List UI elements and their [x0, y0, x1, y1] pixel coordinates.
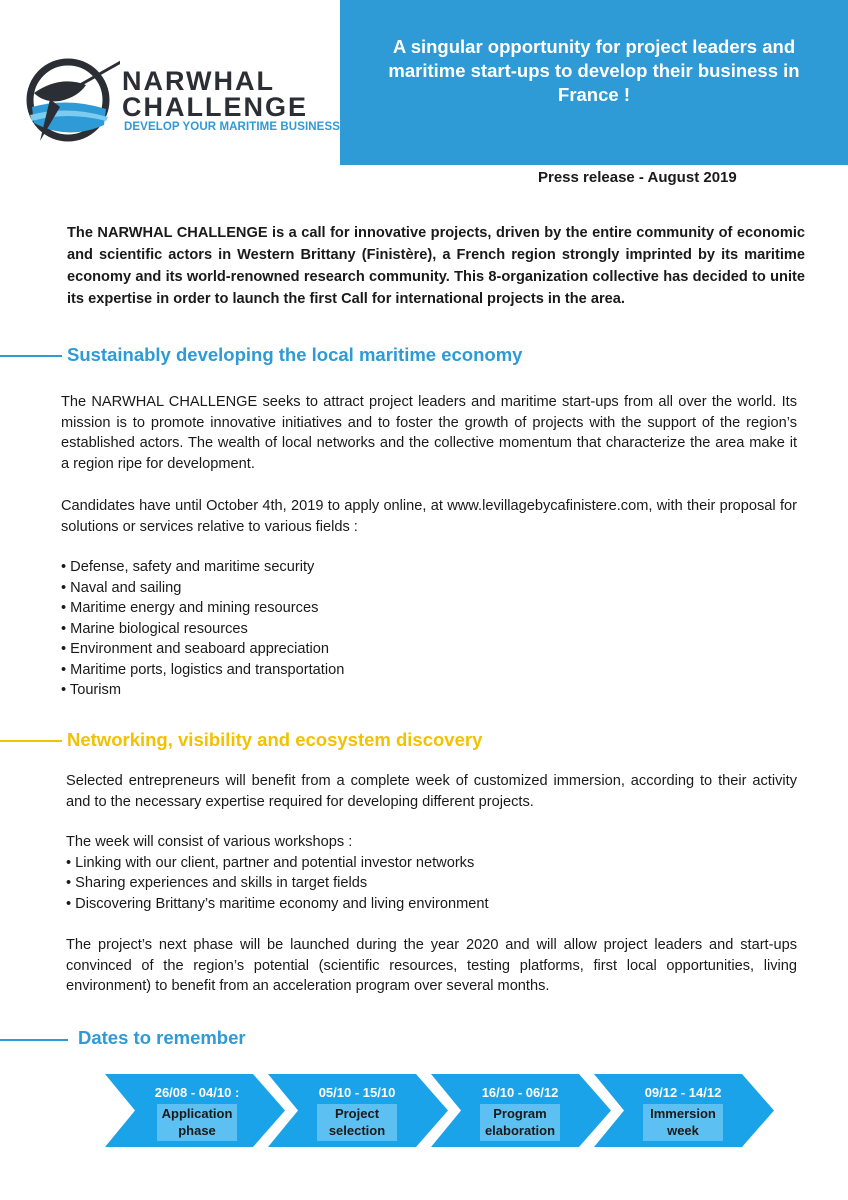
step-3-label-line1: Program [493, 1106, 547, 1121]
step-4-dates: 09/12 - 14/12 [644, 1085, 722, 1100]
list-item: • Marine biological resources [61, 620, 248, 637]
step-4-label-line2: week [667, 1123, 699, 1138]
section-title-networking: Networking, visibility and ecosystem discovery [67, 729, 483, 750]
banner-text: A singular opportunity for project leaders and maritime start-ups to develop their business in France ! [388, 35, 800, 105]
header-banner [340, 0, 848, 165]
fields-list [61, 557, 797, 701]
section-divider [0, 355, 62, 357]
step-2-label [317, 1104, 397, 1141]
list-item: • Maritime energy and mining resources [61, 600, 319, 616]
list-item: • Defense, safety and maritime security [61, 559, 315, 575]
workshops-block [66, 832, 797, 914]
list-item: • Naval and sailing [61, 579, 182, 596]
step-2-label-line2: selection [328, 1123, 386, 1138]
step-4-label [643, 1104, 723, 1141]
step-4-label-line1: Immersion [650, 1106, 716, 1121]
step-1-label-line2: phase [178, 1123, 216, 1138]
step-3-dates: 16/10 - 06/12 [481, 1085, 559, 1100]
list-item: • Linking with our client, partner and potential investor networks [66, 854, 475, 871]
section-divider [0, 1039, 68, 1041]
step-2-dates: 05/10 - 15/10 [318, 1085, 396, 1100]
narwhal-emblem-icon [20, 45, 120, 145]
list-item: • Discovering Brittany’s maritime economy and living environment [66, 895, 489, 912]
step-3-label-line2: elaboration [484, 1123, 556, 1138]
section1-paragraph-1: The NARWHAL CHALLENGE seeks to attract project leaders and maritime start-ups from all over the world. Its mission is to promote innovative initiatives and to foster the growth of projects with the support of the region’s established actors. The wealth of local networks and the collective momentum that characterize the area make it a region ripe for development. [61, 394, 797, 472]
section-title-dates: Dates to remember [78, 1027, 246, 1048]
list-item: • Sharing experiences and skills in target fields [66, 875, 368, 891]
step-1-label [157, 1104, 237, 1141]
step-1-dates: 26/08 - 04/10 : [154, 1085, 240, 1100]
press-release-date: Press release - August 2019 [538, 169, 737, 186]
intro-paragraph: The NARWHAL CHALLENGE is a call for innovative projects, driven by the entire community of economic and scientific actors in Western Brittany (Finistère), a French region strongly imprinted by its maritime economy and its world-renowned research community. This 8-organization collective has decided to unite its expertise in order to launch the first Call for international projects in the area. [67, 225, 805, 307]
section2-paragraph-3: The project’s next phase will be launched during the year 2020 and will allow project leaders and start-ups convinced of the region’s potential (scientific resources, testing platforms, first local opportunities, living environment) to benefit from an acceleration program over several months. [66, 937, 797, 994]
step-3-label [480, 1104, 560, 1141]
section-divider [0, 740, 62, 742]
list-item: • Tourism [61, 682, 121, 698]
logo-word-challenge: CHALLENGE [122, 92, 308, 122]
step-2-label-line1: Project [334, 1106, 380, 1121]
logo-word-narwhal: NARWHAL [122, 66, 275, 96]
section1-paragraph-2: Candidates have until October 4th, 2019 to apply online, at www.levillagebycafinistere.com, with their proposal for solutions or services relative to various fields : [61, 498, 797, 535]
step-1-label-line1: Application [161, 1106, 233, 1121]
section2-paragraph-1: Selected entrepreneurs will benefit from a complete week of customized immersion, according to their activity and to the necessary expertise required for developing different projects. [66, 773, 797, 810]
logo-tagline: DEVELOP YOUR MARITIME BUSINESS [124, 121, 340, 133]
section-title-sustainable: Sustainably developing the local maritime economy [67, 344, 523, 365]
list-item: • Maritime ports, logistics and transportation [61, 661, 345, 678]
list-item: • Environment and seaboard appreciation [61, 641, 329, 657]
workshops-intro: The week will consist of various workshops : [66, 834, 353, 850]
